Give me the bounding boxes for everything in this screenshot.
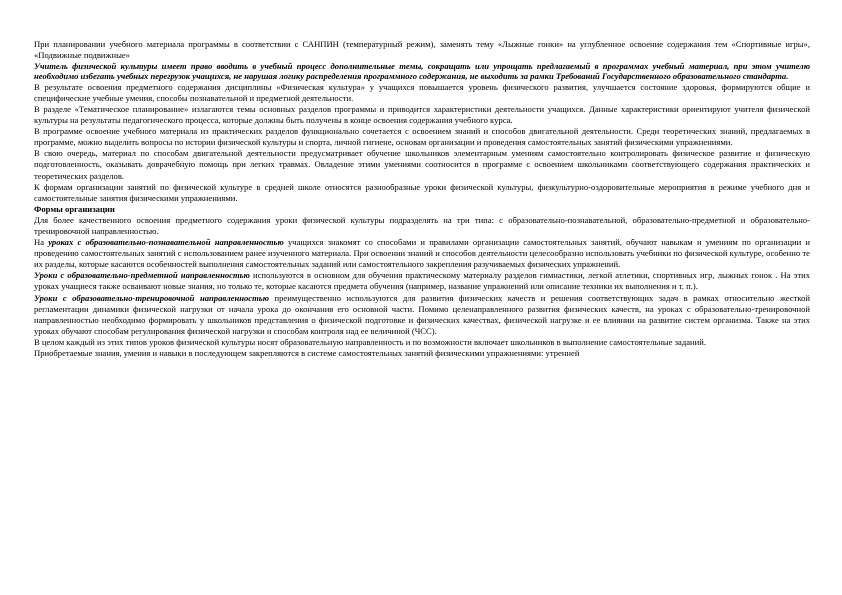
paragraph-organization-forms: К формам организации занятий по физической культуре в средней школе относятся разнообразные уроки физической культуры, физкультурно-оздоровительные мероприятия в режиме учебного дня и самостоятельные занятия физическими упражнениями. (34, 181, 810, 203)
emphasis-cognitive: уроках с образовательно-познавательной направленностью (48, 237, 284, 248)
paragraph-acquired-skills: Приобретаемые знания, умения и навыки в последующем закрепляются в системе самостоятельных занятий физическими упражнениями: утренней (34, 348, 580, 359)
section-heading-forms: Формы организации (34, 203, 115, 214)
text-run: На (34, 237, 49, 248)
paragraph-results: В результате освоения предметного содержания дисциплины «Физическая культура» у учащихся повышается уровень физического развития, улучшается состояние здоровья, формируются общие и специфические учебные умения, способы познавательной и предметной деятельности. (34, 81, 810, 103)
emphasis-subject: Уроки с образовательно-предметной направленностью (34, 270, 250, 281)
document-page (34, 39, 810, 359)
text-run: преимущественно используются для развития физических качеств и решения соответствующих задач в рамках относительно жесткой регламентации динамики физической нагрузки от начала урока до окончания его основной части. Помимо целенаправленного развития физических качеств, на уроках с образовательно-тренировочной направленностью необходимо формировать у школьников представления о физической подготовке и физических качествах, физической нагрузке и ее влиянии на развитие систем организма. Также на этих уроках обучают способам регулирования физической нагрузки и способам контроля над ее величиной (ЧСС). (34, 292, 811, 336)
emphasis-training: Уроки с образовательно-тренировочной направленностью (34, 292, 269, 303)
paragraph-lesson-types: Для более качественного освоения предметного содержания уроки физической культуры подразделять на три типа: с образовательно-познавательной, образовательно-предметной и образовательно-тренировочной направленностью. (34, 214, 810, 236)
paragraph-sanpin: При планировании учебного материала программы в соответствии с САНПИН (температурный режим), заменять тему «Лыжные гонки» на углубленное освоение содержания тем «Спортивные игры», «Подвижные подвижные» (34, 39, 810, 61)
paragraph-motor-activity: В свою очередь, материал по способам двигательной деятельности предусматривает обучение школьников элементарным умениям самостоятельно контролировать физическое развитие и физическую подготовленность, оказывать доврачебную помощь при легких травмах. Овладение этими умениями соотносится в программе с освоением школьниками соответствующего содержания практических и теоретических разделов. (34, 148, 810, 181)
paragraph-overall: В целом каждый из этих типов уроков физической культуры носят образовательную направленность и по возможности включает школьников в выполнение самостоятельные заданий. (34, 336, 706, 347)
paragraph-program-content: В программе освоение учебного материала из практических разделов функционально сочетается с освоением знаний и способов двигательной деятельности. Среди теоретических знаний, предлагаемых в программе, можно выделить вопросы по истории физической культуры и спорта, личной гигиене, основам организации и проведения самостоятельных занятий физическими упражнениями. (34, 126, 810, 148)
paragraph-subject-lessons (34, 270, 810, 292)
text-run: используются в основном для обучения практическому материалу разделов гимнастики, легкой атлетики, спортивных игр, лыжных гонок . На этих уроках учащиеся также осваивают новые знания, но только те, которые касаются предмета обучения (например, название упражнений или описание техники их выполнения и т. п.). (34, 270, 810, 292)
paragraph-training-lessons (34, 293, 810, 337)
paragraph-cognitive-lessons (34, 237, 810, 270)
paragraph-teacher-rights: Учитель физической культуры имеет право вводить в учебный процесс дополнительные темы, сокращать или упрощать предлагаемый в программах учебный материал, при этом учителю необходимо избегать учебных перегрузок учащихся, не нарушая логику распределения программного содержания, не выходить за рамки Требований Государственного образовательного стандарта. (34, 61, 810, 82)
paragraph-thematic-planning: В разделе «Тематическое планирование» излагаются темы основных разделов программы и приводится характеристики деятельности учащихся. Данные характеристики ориентируют учителя физической культуры на результаты педагогического процесса, которые должны быть получены в конце освоения содержания учебного курса. (34, 103, 810, 126)
text-run: учащихся знакомят со способами и правилами организации самостоятельных занятий, обучают навыкам и умениям по организации и проведению самостоятельных занятий с использованием ранее изученного материала. При освоении знаний и способов деятельности целесообразно использовать учебники по физической культуре, особенно те их разделы, которые касаются особенностей выполнения самостоятельных заданий или самостоятельного закрепления разучиваемых физических упражнений. (34, 237, 810, 270)
